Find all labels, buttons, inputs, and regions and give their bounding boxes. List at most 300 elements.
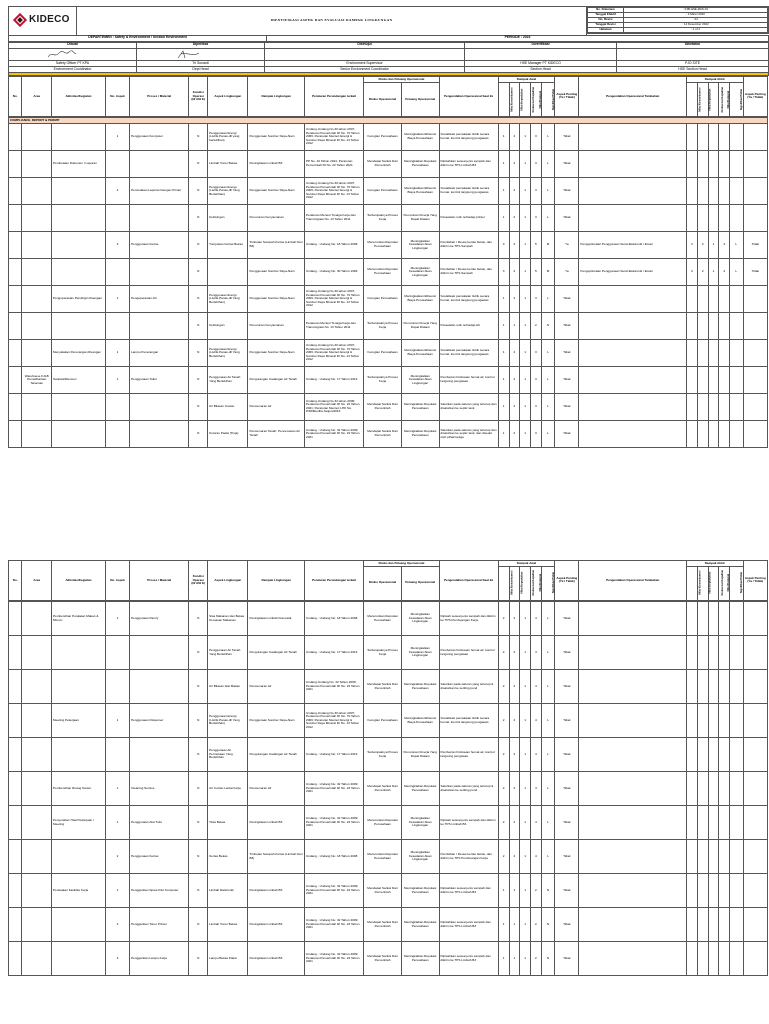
cell-peraturan: Undang - Undang No. 32 Tahun 2009; Peraturan Pemerintah RI No. 22 Tahun 2021: [304, 806, 363, 840]
cell-peraturan: Undang-Undang No.30 tahun 2007; Peraturan Pemerintah RI No. 70 Tahun 2009; Peraturan Menteri Energi & Sumber Daya Mineral RI No. 13 Tahun 2012: [304, 123, 363, 150]
table-row: [9, 339, 768, 366]
cell-nilai-akhir: [697, 420, 708, 447]
cell-aspek: Tinta Bekas: [208, 806, 248, 840]
cell-nilai-akhir: [708, 840, 719, 874]
cell-pengendalian-tambahan: [579, 177, 687, 204]
cell-nilai-akhir: [730, 942, 743, 976]
cell-pengendalian: Dipisahkan sesuai jenis sampah dan dikirim ke TPS Limbah B3: [439, 874, 498, 908]
cell-pengendalian: Dipisah sesuai jenis sampah dan dikirim ke TPS Limbah B3: [439, 806, 498, 840]
cell-nilai-akhir: [708, 636, 719, 670]
cell-nilai: L: [541, 636, 554, 670]
cell-aktivitas: Penyerahan Hasil Pekerjaan / Meeting: [52, 806, 106, 840]
cell-dampak: Pencemaran Air: [248, 772, 305, 806]
cell-kondisi: N: [189, 874, 208, 908]
cell-nilai-akhir: [697, 150, 708, 177]
cell-kondisi: N: [189, 393, 208, 420]
cell-pengendalian-tambahan: [579, 670, 687, 704]
cell-area: [22, 942, 52, 976]
cell-aspek-penting-akhir: [743, 123, 767, 150]
cell-nilai-akhir: [708, 366, 719, 393]
cell-nilai-akhir: [687, 177, 698, 204]
table-row: [9, 150, 768, 177]
col-no-aspek: No. Aspek: [105, 77, 129, 117]
cell-nilai-akhir: [687, 704, 698, 738]
col-aspek: Aspek Lingkungan: [208, 561, 248, 601]
meta-value: : 1 of 1: [624, 27, 768, 32]
cell-aspek-penting-akhir: [743, 285, 767, 312]
cell-peluang: Meningkatkan Efisiensi Biaya Perusahaan: [401, 285, 439, 312]
role-diverifikasi: Diverifikasi: [465, 42, 617, 48]
cell-nilai-akhir: [730, 393, 743, 420]
cell-nilai: 3: [531, 420, 542, 447]
cell-aktivitas: Meeting Pekerjaan: [52, 704, 106, 738]
cell-peluang: Meningkatkan Reputasi Perusahaan: [401, 393, 439, 420]
aspect-table-page-2: [8, 560, 768, 976]
cell-pengendalian-tambahan: [579, 312, 687, 339]
cell-pengendalian: Pemilahan / Reuse kertas bekas, dan dikirim ke TPS Sampah: [439, 231, 498, 258]
cell-no: [9, 942, 22, 976]
cell-nilai: 2: [509, 204, 520, 231]
cell-nilai-akhir: [697, 908, 708, 942]
cell-aspek-penting: Tidak: [555, 339, 579, 366]
cell-pengendalian-tambahan: [579, 636, 687, 670]
cell-peraturan: Undang - Undang No. 32 Tahun 2009; Peraturan Pemerintah RI No. 22 Tahun 2021: [304, 772, 363, 806]
cell-nilai-akhir: [697, 704, 708, 738]
cell-nilai: 2: [498, 806, 509, 840]
cell-nilai: 1: [520, 339, 531, 366]
cell-peluang: Penurunan Kinerja Yang Dapat Diatasi: [401, 312, 439, 339]
col-kriteria-label: Signifikan/Tidak: [739, 572, 744, 594]
cell-aktivitas: [52, 670, 106, 704]
cell-pengendalian: Pemberian himbauan hemat air, kontrol langsung pengawas: [439, 636, 498, 670]
cell-aspek: Penggunaan Energi (Listrik,Panas,dll Yang Berlebihan): [208, 285, 248, 312]
table-row: [9, 602, 768, 636]
cell-aktivitas: Menyalakan Penerangan Ruangan: [52, 339, 106, 366]
cell-nilai-akhir: [708, 806, 719, 840]
cell-nilai: L: [541, 150, 554, 177]
col-peraturan: Peraturan Perundangan terkait: [304, 561, 363, 601]
cell-aspek-penting: Tidak: [555, 177, 579, 204]
cell-nilai-akhir: [730, 420, 743, 447]
col-aspek: Aspek Lingkungan: [208, 77, 248, 117]
cell-nilai: L: [541, 204, 554, 231]
cell-nilai: 4: [531, 670, 542, 704]
cell-no-aspek: [105, 670, 129, 704]
cell-nilai: 1: [509, 312, 520, 339]
cell-pengendalian: Pemilahan / Reuse kertas bekas, dan dikirim ke TPS Pembuangan Kerja: [439, 840, 498, 874]
cell-area: Warehouse KJLB Pemeliharaan Tanaman: [22, 366, 52, 393]
document-header: [8, 6, 769, 42]
cell-nilai-akhir: [697, 312, 708, 339]
cell-nilai-akhir: [730, 874, 743, 908]
cell-aspek: Penggunaan Energi (Listrik,Panas,dll yang berlebihan): [208, 123, 248, 150]
cell-pengendalian: Dipisahkan sesuai jenis sampah dan dikirim ke TPS Limbah B3: [439, 942, 498, 976]
cell-nilai-akhir: [708, 285, 719, 312]
table-row: [9, 420, 768, 447]
cell-peraturan: Undang - Undang No. 30 Tahun 1999: [304, 258, 363, 285]
cell-nilai-akhir: [687, 393, 698, 420]
col-kriteria-label: Nilai Dampak: [726, 574, 731, 592]
cell-peraturan: Undang - Undang No. 32 Tahun 2009; Peraturan Pemerintah RI No. 22 Tahun 2021: [304, 942, 363, 976]
cell-nilai-akhir: [687, 150, 698, 177]
cell-aspek-penting: Tidak: [555, 204, 579, 231]
cell-proses: Penggunaan Komputer: [130, 123, 189, 150]
cell-aspek-penting: Tidak: [555, 312, 579, 339]
cell-dampak: Timbulan Sampah Kertas (Limbah Non B3): [248, 840, 305, 874]
cell-nilai-akhir: [708, 704, 719, 738]
table-row: [9, 231, 768, 258]
cell-nilai: 1: [520, 204, 531, 231]
col-dampak-akhir: Dampak Akhir: [687, 77, 743, 83]
cell-peraturan: Undang-Undang No.30 tahun 2007; Peraturan Pemerintah RI No. 70 Tahun 2009; Peraturan Menteri Energi & Sumber Daya Mineral RI No. 13 Tahun 2012: [304, 177, 363, 204]
cell-nilai: 2: [498, 738, 509, 772]
cell-pengendalian-tambahan: [579, 420, 687, 447]
cell-aspek-penting-akhir: [743, 908, 767, 942]
cell-nilai: 1: [498, 312, 509, 339]
cell-aspek-penting: Tidak: [555, 840, 579, 874]
cell-dampak: Pengurangan Cadangan Air Tanah: [248, 366, 305, 393]
cell-no: [9, 420, 22, 447]
cell-peraturan: Undang - Undang No. 18 Tahun 2008: [304, 231, 363, 258]
cell-pengendalian-tambahan: [579, 366, 687, 393]
col-aspek-penting: Aspek Penting (Ya / Tidak): [555, 561, 579, 601]
name-1: Safety Officer PT KPA: [9, 60, 137, 66]
cell-nilai-akhir: [697, 874, 708, 908]
cell-aspek: Tumpukan Kertas Bekas: [208, 231, 248, 258]
cell-nilai-akhir: [730, 738, 743, 772]
cell-no: [9, 840, 22, 874]
meta-label: Tanggal Revisi: [588, 22, 624, 27]
table-row: [9, 772, 768, 806]
cell-no: [9, 339, 22, 366]
cell-nilai: 1: [520, 840, 531, 874]
col-kriteria-label: Frekuensi Kejadian: [531, 86, 536, 113]
signature-diverifikasi: [465, 48, 617, 60]
kideco-logo-icon: [13, 13, 27, 27]
cell-aspek-penting: Tidak: [555, 285, 579, 312]
signature-diperiksa: [137, 48, 265, 60]
cell-proses: Cleaning Service: [130, 772, 189, 806]
cell-risiko: Terdampaknya Proses Kerja: [364, 366, 402, 393]
col-dampak: Dampak Lingkungan: [248, 561, 305, 601]
col-kriteria-label: Frekuensi Kejadian: [719, 570, 724, 596]
cell-risiko: Mendapat Sanksi Dari Pemerintah: [364, 670, 402, 704]
cell-aspek-penting-akhir: Tidak: [743, 231, 767, 258]
cell-proses: Penggantian Toner Printer: [130, 908, 189, 942]
cell-no: [9, 366, 22, 393]
cell-aspek-penting-akhir: [743, 772, 767, 806]
cell-nilai: 2: [498, 670, 509, 704]
cell-nilai-akhir: [719, 366, 730, 393]
cell-nilai-akhir: [687, 806, 698, 840]
cell-nilai: 1: [498, 874, 509, 908]
cell-peraturan: Undang - Undang No. 32 Tahun 2009; Peraturan Pemerintah RI No. 22 Tahun 2021: [304, 874, 363, 908]
cell-no-aspek: 3: [105, 942, 129, 976]
cell-no: [9, 312, 22, 339]
cell-aspek: Kertas Bekas: [208, 840, 248, 874]
cell-pengendalian: Sosialisasi pemakaian listrik secara hemat, kontrol langsung pengawas: [439, 704, 498, 738]
cell-nilai-akhir: [719, 636, 730, 670]
cell-no: [9, 738, 22, 772]
cell-nilai: 2: [509, 123, 520, 150]
cell-no: [9, 177, 22, 204]
cell-nilai-akhir: [719, 420, 730, 447]
table-row: [9, 738, 768, 772]
cell-nilai-akhir: 1: [708, 231, 719, 258]
cell-aktivitas: Sanitasi/Mencuci: [52, 366, 106, 393]
cell-dampak: Penurunan Kenyamanan: [248, 312, 305, 339]
cell-nilai: L: [541, 123, 554, 150]
cell-risiko: Kerugian Perusahaan: [364, 339, 402, 366]
cell-no: [9, 704, 22, 738]
cell-nilai-akhir: [687, 840, 698, 874]
cell-proses: Penggunaan Kertas: [130, 840, 189, 874]
cell-nilai: 2: [509, 258, 520, 285]
cell-pengendalian-tambahan: [579, 150, 687, 177]
name-6: PJO SITE: [617, 60, 769, 66]
col-kriteria-label: Nilai Kepedulian: [518, 572, 523, 594]
cell-proses: Penggunaan Toilet: [130, 366, 189, 393]
cell-nilai: L: [541, 602, 554, 636]
cell-peluang: Meningkatkan Reputasi Perusahaan: [401, 908, 439, 942]
cell-kondisi: N: [189, 339, 208, 366]
cell-nilai: 2: [509, 704, 520, 738]
cell-no: [9, 123, 22, 150]
meta-value: : KJB-HSE-RAS-01: [624, 8, 768, 13]
col-aspek-penting: Aspek Penting (Ya / Tidak): [555, 77, 579, 117]
cell-aspek-penting-akhir: [743, 177, 767, 204]
cell-proses: [130, 636, 189, 670]
cell-aktivitas: Pembersihan Peralatan Makan & Minum: [52, 602, 106, 636]
cell-nilai-akhir: 2: [697, 231, 708, 258]
cell-nilai-akhir: [719, 874, 730, 908]
cell-nilai-akhir: [719, 177, 730, 204]
cell-nilai-akhir: [697, 636, 708, 670]
cell-peraturan: Undang - Undang No. 17 Tahun 2019: [304, 366, 363, 393]
cell-nilai: L: [541, 772, 554, 806]
cell-pengendalian: Perawatan rutin terhadap AC: [439, 312, 498, 339]
cell-risiko: Menurunkan Reputasi Perusahaan: [364, 231, 402, 258]
cell-proses: Penggantian Spare Part Komputer: [130, 874, 189, 908]
cell-nilai: 2: [531, 942, 542, 976]
cell-nilai: 3: [531, 204, 542, 231]
cell-aspek: Limbah Elektronik: [208, 874, 248, 908]
cell-nilai-akhir: [730, 285, 743, 312]
cell-nilai-akhir: 4: [719, 258, 730, 285]
cell-proses: [130, 420, 189, 447]
cell-peluang: Meningkatkan Reputasi Perusahaan: [401, 772, 439, 806]
cell-nilai: L: [541, 393, 554, 420]
cell-peluang: Meningkatkan Efisiensi Biaya Perusahaan: [401, 339, 439, 366]
cell-nilai: 2: [531, 312, 542, 339]
meta-label: No. Dokumen: [588, 8, 624, 13]
signature-disetujui: [265, 48, 465, 60]
cell-aspek: Kebisingan: [208, 204, 248, 231]
cell-nilai: M: [541, 231, 554, 258]
col-area: Area: [22, 77, 52, 117]
cell-nilai: 1: [520, 772, 531, 806]
cell-aspek-penting: Tidak: [555, 772, 579, 806]
cell-aspek: Kebisingan: [208, 312, 248, 339]
cell-nilai-akhir: [730, 704, 743, 738]
cell-no-aspek: 1: [105, 602, 129, 636]
cell-nilai-akhir: [708, 738, 719, 772]
cell-nilai: 1: [498, 339, 509, 366]
col-aktivitas: Aktivitas/Kegiatan: [52, 77, 106, 117]
cell-aktivitas: [52, 420, 106, 447]
cell-risiko: Menurunkan Reputasi Perusahaan: [364, 602, 402, 636]
col-peluang: Peluang Operasional: [401, 82, 439, 116]
cell-nilai: 3: [531, 150, 542, 177]
cell-nilai: 2: [509, 393, 520, 420]
cell-nilai: 2: [509, 670, 520, 704]
cell-peraturan: Undang - Undang No. 17 Tahun 2019: [304, 636, 363, 670]
table-row: [9, 366, 768, 393]
cell-nilai: 2: [509, 636, 520, 670]
cell-risiko: Mendapat Sanksi Dari Pemerintah: [364, 908, 402, 942]
col-dampak-akhir: Dampak Akhir: [687, 561, 743, 567]
signature-dibuat: [9, 48, 137, 60]
cell-proses: Penggunaan Alat Tulis: [130, 806, 189, 840]
cell-pengendalian-tambahan: [579, 942, 687, 976]
cell-dampak: Penggunaan Sumber Daya Alam: [248, 258, 305, 285]
cell-risiko: Mendapat Sanksi Dari Pemerintah: [364, 150, 402, 177]
cell-aspek-penting: Ya: [555, 258, 579, 285]
cell-proses: [130, 738, 189, 772]
cell-proses: [130, 312, 189, 339]
cell-nilai: 1: [498, 123, 509, 150]
signature-image: [175, 50, 205, 59]
cell-nilai-akhir: [708, 339, 719, 366]
cell-dampak: Timbulan Sampah Kertas (Limbah Non B3): [248, 231, 305, 258]
col-proses: Proses / Material: [130, 77, 189, 117]
cell-area: [22, 339, 52, 366]
cell-nilai: 1: [498, 150, 509, 177]
cell-aspek-penting-akhir: [743, 339, 767, 366]
cell-peraturan: Undang - Undang No. 32 Tahun 2009; Peraturan Pemerintah RI No. 22 Tahun 2021: [304, 908, 363, 942]
cell-aspek-penting-akhir: [743, 636, 767, 670]
cell-nilai: 2: [509, 231, 520, 258]
cell-nilai: L: [541, 738, 554, 772]
cell-nilai-akhir: [719, 312, 730, 339]
cell-nilai-akhir: [730, 123, 743, 150]
cell-peluang: Meningkatkan Reputasi Perusahaan: [401, 670, 439, 704]
cell-no: [9, 393, 22, 420]
cell-nilai: N: [541, 874, 554, 908]
col-risiko-peluang: Risiko dan Peluang Operasional: [364, 77, 439, 83]
cell-nilai: 2: [509, 285, 520, 312]
col-dampak-awal: Dampak Awal: [498, 561, 554, 567]
cell-aktivitas: Pembersihan Ruang Kantor: [52, 772, 106, 806]
col-kriteria-label: Signifikan/Tidak: [550, 88, 555, 110]
cell-aspek-penting-akhir: Tidak: [743, 258, 767, 285]
cell-nilai: L: [541, 339, 554, 366]
cell-nilai: 2: [509, 772, 520, 806]
document-title: IDENTIFIKASI ASPEK DAN EVALUASI DAMPAK LINGKUNGAN: [77, 7, 587, 36]
cell-aspek-penting: Ya: [555, 231, 579, 258]
cell-nilai-akhir: [687, 602, 698, 636]
cell-nilai: 3: [531, 339, 542, 366]
cell-nilai-akhir: [719, 204, 730, 231]
cell-nilai-akhir: [687, 738, 698, 772]
cell-no-aspek: [105, 258, 129, 285]
cell-pengendalian: Salurkan pada saluran yang tertutup dan disalurkan ke septic tank, dan disedot oleh pihak ketiga: [439, 420, 498, 447]
logo-cell: [9, 7, 77, 36]
role-disetujui: Disetujui: [265, 42, 465, 48]
col-pengendalian: Pengendalian Operasional Saat Ini: [439, 561, 498, 601]
cell-aspek-penting-akhir: [743, 806, 767, 840]
cell-aspek: Sisa Makanan dan Bekas Kemasan Makanan: [208, 602, 248, 636]
col-peraturan: Peraturan Perundangan terkait: [304, 77, 363, 117]
cell-risiko: Mendapat Sanksi Dari Pemerintah: [364, 874, 402, 908]
cell-pengendalian: Sosialisasi pemakaian listrik secara hemat, kontrol langsung pengawas: [439, 177, 498, 204]
cell-no-aspek: [105, 420, 129, 447]
cell-peluang: Meningkatkan Reputasi Perusahaan: [401, 150, 439, 177]
cell-no-aspek: 1: [105, 704, 129, 738]
cell-peraturan: Peraturan Menteri Tenaga Kerja dan Transmigrasi No. 13 Tahun 2011: [304, 312, 363, 339]
logo-text: KIDECO: [29, 14, 70, 26]
cell-nilai-akhir: [697, 602, 708, 636]
cell-no-aspek: 1: [105, 772, 129, 806]
cell-no: [9, 258, 22, 285]
cell-nilai: 2: [509, 806, 520, 840]
cell-peluang: Meningkatkan Kesadaran Akan Lingkungan: [401, 366, 439, 393]
cell-nilai: 1: [520, 670, 531, 704]
cell-proses: [130, 204, 189, 231]
cell-area: [22, 204, 52, 231]
cell-aspek-penting-akhir: [743, 704, 767, 738]
cell-nilai-akhir: [697, 339, 708, 366]
cell-area: [22, 840, 52, 874]
periode-label: PERIODE : 2023: [267, 35, 769, 41]
cell-nilai-akhir: [697, 806, 708, 840]
cell-nilai-akhir: [708, 908, 719, 942]
role-diperiksa: Diperiksa: [137, 42, 265, 48]
cell-pengendalian-tambahan: [579, 840, 687, 874]
cell-dampak: Penggunaan Sumber Daya Alam: [248, 704, 305, 738]
cell-kondisi: N: [189, 258, 208, 285]
cell-aspek: Penggunaan Air Tanah Yang Berlebihan: [208, 366, 248, 393]
table-row: [9, 312, 768, 339]
cell-aktivitas: [52, 393, 106, 420]
col-kriteria-label: Nilai Dampak: [726, 90, 731, 108]
cell-aspek-penting-akhir: [743, 393, 767, 420]
cell-nilai-akhir: L: [730, 231, 743, 258]
cell-nilai: 1: [520, 636, 531, 670]
position-3: Senior Environment Coordinator: [265, 67, 465, 73]
meta-value: : 3 Maret 2020: [624, 12, 768, 17]
cell-pengendalian: Pemilahan / Reuse kertas bekas, dan dikirim ke TPS Sampah: [439, 258, 498, 285]
col-kriteria-label: Nilai Konsekuensi: [509, 87, 514, 112]
cell-nilai-akhir: [730, 204, 743, 231]
cell-nilai-akhir: [708, 393, 719, 420]
cell-nilai-akhir: [697, 177, 708, 204]
cell-nilai-akhir: [730, 602, 743, 636]
cell-pengendalian: Sosialisasi pemakaian listrik secara hemat, kontrol langsung pengawas: [439, 123, 498, 150]
cell-aspek-penting: Tidak: [555, 942, 579, 976]
cell-area: [22, 258, 52, 285]
cell-no-aspek: 1: [105, 806, 129, 840]
cell-nilai: 1: [498, 177, 509, 204]
cell-nilai-akhir: [719, 738, 730, 772]
cell-nilai: 1: [509, 942, 520, 976]
cell-peraturan: Undang - Undang No. 18 Tahun 2008: [304, 840, 363, 874]
table-row: [9, 670, 768, 704]
cell-aspek: Lampu Bekas Pakai: [208, 942, 248, 976]
cell-area: [22, 874, 52, 908]
cell-nilai-akhir: [719, 393, 730, 420]
cell-pengendalian: Dipisah sesuai jenis sampah dan dikirim ke TPS Pembuangan Kerja: [439, 602, 498, 636]
